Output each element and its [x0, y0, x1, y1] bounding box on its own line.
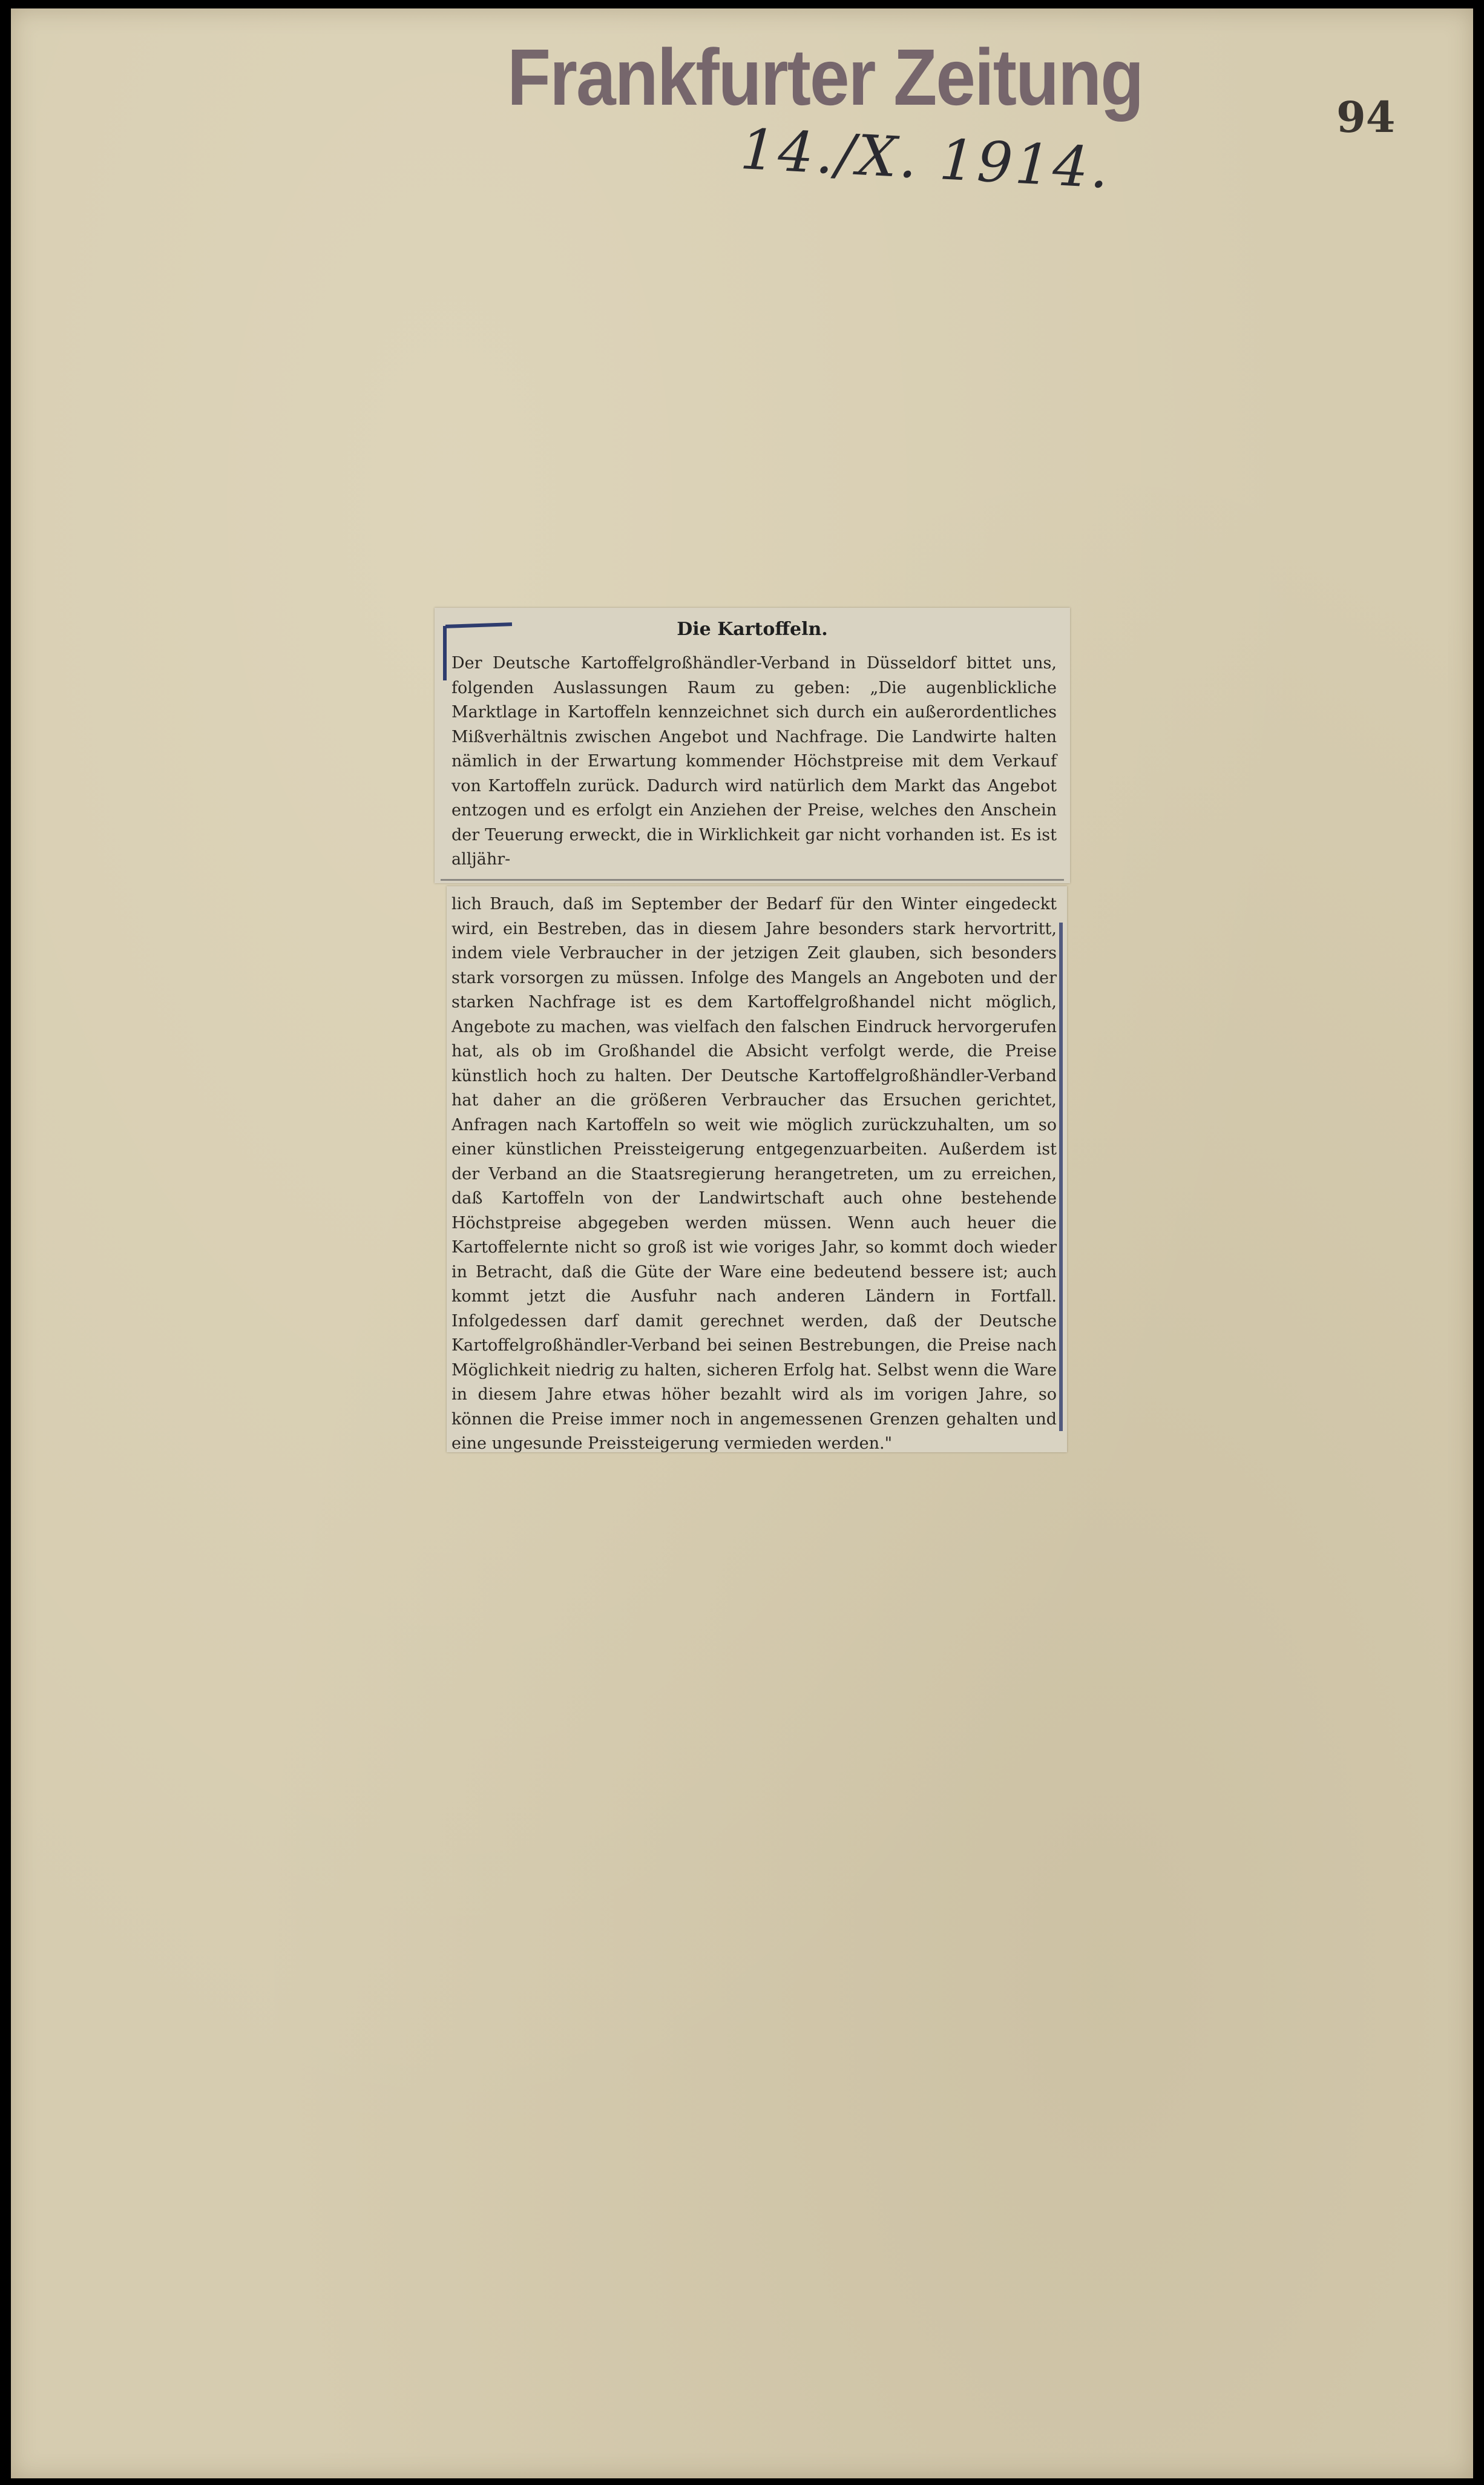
- page-number: 94: [1336, 92, 1396, 142]
- newspaper-stamp: Frankfurter Zeitung: [507, 33, 1143, 123]
- blue-pencil-mark-right: [1059, 923, 1063, 1431]
- clipping-text-top: Der Deutsche Kartoffelgroßhändler-Verband in Düsseldorf bittet uns, folgenden Auslassungen Raum zu geben: „Die augenblickliche Marktlage in Kartoffeln kennzeichnet sich durch ein außerordentliches Mißverhältnis zwischen Angebot und Nachfrage. Die Landwirte halten nämlich in der Erwartung kommender Höchstpreise mit dem Verkauf von Kartoffeln zurück. Dadurch wird natürlich dem Markt das Angebot entzogen und es erfolgt ein Anziehen der Preise, welches den Anschein der Teuerung erweckt, die in Wirklichkeit gar nicht vorhanden ist. Es ist alljähr-: [451, 654, 1057, 869]
- archive-sheet: [11, 8, 1473, 2478]
- clipping-text-bottom: lich Brauch, daß im September der Bedarf für den Winter eingedeckt wird, ein Bestreben, das in diesem Jahre besonders stark hervortritt, indem viele Verbraucher in der jetzigen Zeit glauben, sich besonders stark vorsorgen zu müssen. Infolge des Mangels an Angeboten und der starken Nachfrage ist es dem Kartoffelgroßhandel nicht möglich, Angebote zu machen, was vielfach den falschen Eindruck hervorgerufen hat, als ob im Großhandel die Absicht verfolgt werde, die Preise künstlich hoch zu halten. Der Deutsche Kartoffelgroßhändler-Verband hat daher an die größeren Verbraucher das Ersuchen gerichtet, Anfragen nach Kartoffeln so weit wie möglich zurückzuhalten, um so einer künstlichen Preissteigerung entgegenzuarbeiten. Außerdem ist der Verband an die Staatsregierung herangetreten, um zu erreichen, daß Kartoffeln von der Landwirtschaft auch ohne bestehende Höchstpreise abgegeben werden müssen. Wenn auch heuer die Kartoffelernte nicht so groß ist wie voriges Jahr, so kommt doch wieder in Betracht, daß die Güte der Ware eine bedeutend bessere ist; auch kommt jetzt die Ausfuhr nach anderen Ländern in Fortfall. Infolgedessen darf damit gerechnet werden, daß der Deutsche Kartoffelgroßhändler-Verband bei seinen Bestrebungen, die Preise nach Möglichkeit niedrig zu halten, sicheren Erfolg hat. Selbst wenn die Ware in diesem Jahre etwas höher bezahlt wird als im vorigen Jahre, so können die Preise immer noch in angemessenen Grenzen gehalten und eine ungesunde Preissteigerung vermieden werden.": [451, 895, 1057, 1453]
- newspaper-clipping: [435, 608, 1070, 1458]
- clipping-join-line: [441, 879, 1064, 881]
- clipping-title: Die Kartoffeln.: [677, 619, 828, 640]
- handwritten-date: 14./X. 1914.: [738, 117, 1113, 201]
